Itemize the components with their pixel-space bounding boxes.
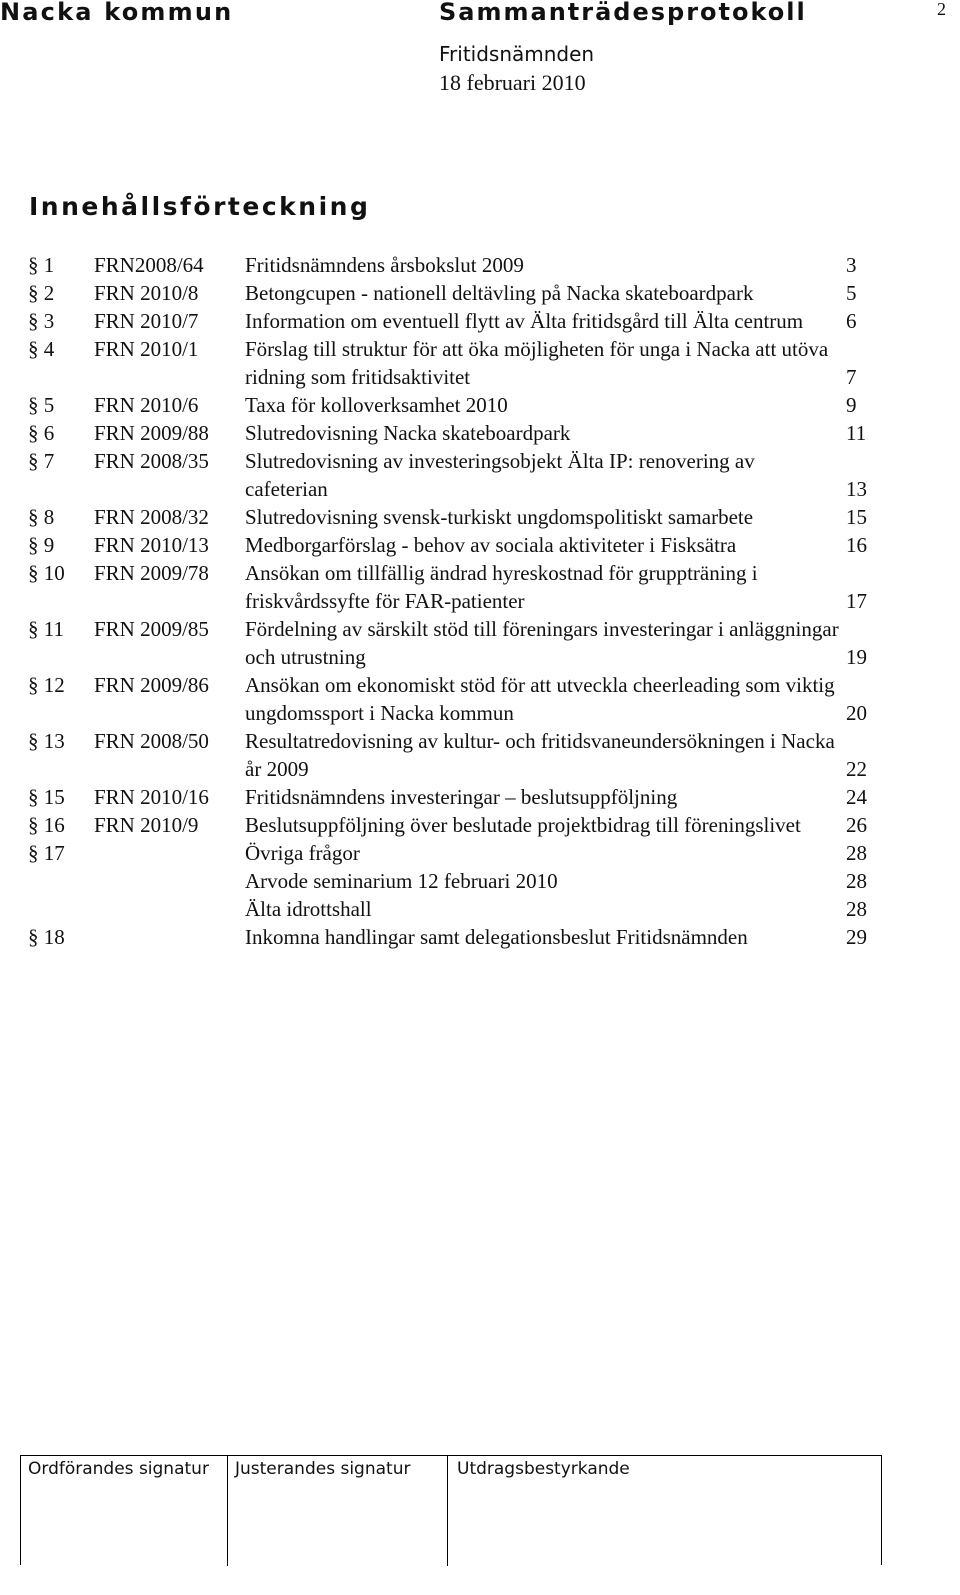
- toc-heading: Innehållsförteckning: [29, 192, 371, 221]
- toc-row: [28, 447, 878, 503]
- toc-section: § 12: [28, 673, 65, 697]
- toc-row: [28, 279, 878, 307]
- toc-title: Fritidsnämndens investeringar – beslutsuppföljning: [245, 785, 678, 809]
- toc-case-number: FRN 2008/32: [94, 505, 209, 529]
- toc-page: 16: [846, 533, 867, 557]
- toc-section: § 6: [28, 421, 55, 445]
- toc-row: [28, 391, 878, 419]
- toc-title: Ansökan om ekonomiskt stöd för att utveckla cheerleading som viktig ungdomssport i Nacka kommun: [245, 673, 835, 725]
- toc-title: Förslag till struktur för att öka möjligheten för unga i Nacka att utöva ridning som fritidsaktivitet: [245, 337, 829, 389]
- toc-section: § 8: [28, 505, 55, 529]
- toc-title: Taxa för kolloverksamhet 2010: [245, 393, 508, 417]
- toc-page: 15: [846, 505, 867, 529]
- toc-title: Älta idrottshall: [245, 897, 372, 921]
- committee-name: Fritidsnämnden: [439, 42, 595, 66]
- toc-row: [28, 503, 878, 531]
- toc-title: Slutredovisning av investeringsobjekt Älta IP: renovering av cafeterian: [245, 449, 755, 501]
- toc-row: [28, 531, 878, 559]
- toc-title: Fördelning av särskilt stöd till föreningars investeringar i anläggningar och utrustning: [245, 617, 839, 669]
- toc-section: § 9: [28, 533, 55, 557]
- toc-section: § 16: [28, 813, 65, 837]
- toc-case-number: FRN 2010/6: [94, 393, 199, 417]
- toc-case-number: FRN 2010/13: [94, 533, 209, 557]
- toc-page: 28: [846, 897, 867, 921]
- toc-case-number: FRN 2009/78: [94, 561, 209, 585]
- certifier-signature-field: Utdragsbestyrkande: [457, 1459, 630, 1479]
- toc-case-number: FRN 2009/85: [94, 617, 209, 641]
- municipality-name: Nacka kommun: [0, 0, 234, 26]
- toc-case-number: FRN 2009/88: [94, 421, 209, 445]
- toc-page: 13: [846, 477, 867, 501]
- toc-case-number: FRN 2010/16: [94, 785, 209, 809]
- toc-title: Beslutsuppföljning över beslutade projektbidrag till föreningslivet: [245, 813, 801, 837]
- toc-page: 19: [846, 645, 867, 669]
- toc-section: § 13: [28, 729, 65, 753]
- toc-row: [28, 615, 878, 671]
- toc-case-number: FRN 2010/1: [94, 337, 199, 361]
- toc-page: 17: [846, 589, 867, 613]
- toc-row: [28, 671, 878, 727]
- toc-row: [28, 867, 878, 895]
- toc-page: 5: [846, 281, 857, 305]
- toc-title: Information om eventuell flytt av Älta fritidsgård till Älta centrum: [245, 309, 804, 333]
- toc-section: § 15: [28, 785, 65, 809]
- toc-row: [28, 811, 878, 839]
- document-type: Sammanträdesprotokoll: [439, 0, 807, 26]
- toc-page: 6: [846, 309, 857, 333]
- toc-title: Fritidsnämndens årsbokslut 2009: [245, 253, 524, 277]
- toc-page: 28: [846, 869, 867, 893]
- toc-row: [28, 559, 878, 615]
- toc-row: [28, 895, 878, 923]
- toc-section: § 7: [28, 449, 55, 473]
- page-number: 2: [937, 0, 946, 19]
- toc-row: [28, 335, 878, 391]
- toc-page: 28: [846, 841, 867, 865]
- toc-case-number: FRN 2010/7: [94, 309, 199, 333]
- toc-row: [28, 923, 878, 951]
- toc-case-number: FRN 2008/50: [94, 729, 209, 753]
- toc-section: § 11: [28, 617, 64, 641]
- toc-section: § 1: [28, 253, 55, 277]
- toc-page: 11: [846, 421, 867, 445]
- toc-title: Ansökan om tillfällig ändrad hyreskostnad för gruppträning i friskvårdssyfte för FAR-patienter: [245, 561, 758, 613]
- toc-page: 3: [846, 253, 857, 277]
- toc-row: [28, 783, 878, 811]
- toc-case-number: FRN 2010/8: [94, 281, 199, 305]
- toc-section: § 10: [28, 561, 65, 585]
- meeting-date: 18 februari 2010: [439, 70, 586, 95]
- adjuster-signature-field: Justerandes signatur: [228, 1456, 448, 1566]
- toc-page: 29: [846, 925, 867, 949]
- toc-section: § 5: [28, 393, 55, 417]
- toc-section: § 4: [28, 337, 55, 361]
- toc-title: Resultatredovisning av kultur- och fritidsvaneundersökningen i Nacka år 2009: [245, 729, 835, 781]
- toc-section: § 2: [28, 281, 55, 305]
- toc-title: Inkomna handlingar samt delegationsbeslut Fritidsnämnden: [245, 925, 748, 949]
- toc-case-number: FRN2008/64: [94, 253, 204, 277]
- toc-row: [28, 251, 878, 279]
- toc-section: § 3: [28, 309, 55, 333]
- toc-case-number: FRN 2009/86: [94, 673, 209, 697]
- toc-page: 24: [846, 785, 867, 809]
- toc-title: Arvode seminarium 12 februari 2010: [245, 869, 558, 893]
- chair-signature-field: Ordförandes signatur: [21, 1456, 228, 1566]
- toc-title: Medborgarförslag - behov av sociala aktiviteter i Fisksätra: [245, 533, 737, 557]
- toc-page: 9: [846, 393, 857, 417]
- toc-page: 22: [846, 757, 867, 781]
- toc-page: 26: [846, 813, 867, 837]
- toc-title: Betongcupen - nationell deltävling på Nacka skateboardpark: [245, 281, 754, 305]
- toc-page: 20: [846, 701, 867, 725]
- toc-row: [28, 419, 878, 447]
- toc-title: Övriga frågor: [245, 841, 360, 865]
- toc-case-number: FRN 2010/9: [94, 813, 199, 837]
- toc-row: [28, 839, 878, 867]
- toc-section: § 17: [28, 841, 65, 865]
- table-of-contents: [28, 251, 878, 951]
- toc-title: Slutredovisning svensk-turkiskt ungdomspolitiskt samarbete: [245, 505, 754, 529]
- toc-page: 7: [846, 365, 857, 389]
- toc-case-number: FRN 2008/35: [94, 449, 209, 473]
- toc-row: [28, 307, 878, 335]
- toc-row: [28, 727, 878, 783]
- toc-title: Slutredovisning Nacka skateboardpark: [245, 421, 571, 445]
- signature-table: [20, 1455, 882, 1565]
- toc-section: § 18: [28, 925, 65, 949]
